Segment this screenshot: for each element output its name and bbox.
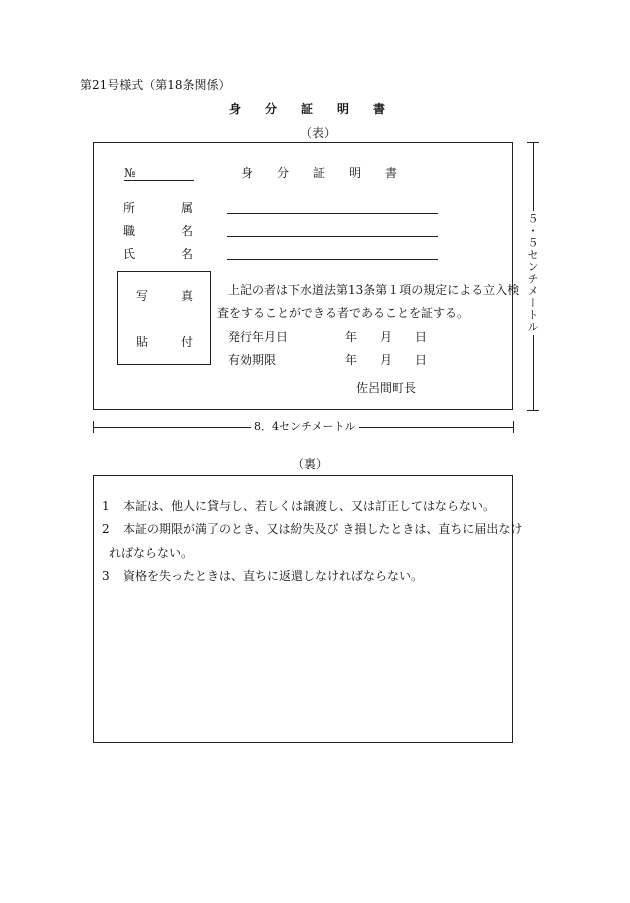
- document-title: 身 分 証 明 書: [229, 102, 386, 116]
- height-dim-tick-bottom: [527, 410, 539, 411]
- field-label-name-b: 名: [181, 247, 194, 261]
- issue-date-label: 発行年月日: [228, 330, 289, 344]
- height-dim-label: ５・５センチメートル: [526, 213, 539, 333]
- photo-text-1: 写: [136, 289, 149, 303]
- rule-3-text: 資格を失ったときは、直ちに返還しなければならない。: [123, 569, 424, 583]
- photo-text-2: 真: [181, 289, 194, 303]
- issue-year: 年: [345, 330, 358, 344]
- photo-text-4: 付: [181, 335, 194, 349]
- field-label-title-a: 職: [123, 224, 136, 238]
- affiliation-line: [227, 213, 438, 214]
- title-line: [227, 236, 438, 237]
- number-label: №: [124, 166, 136, 180]
- field-label-affiliation-b: 属: [181, 201, 194, 215]
- expiry-month: 月: [380, 353, 393, 367]
- field-label-name-a: 氏: [123, 247, 136, 261]
- rule-2-number: 2: [102, 522, 110, 536]
- back-card: [93, 475, 523, 743]
- issuer: 佐呂間町長: [356, 381, 417, 395]
- rule-3-number: 3: [102, 569, 110, 583]
- name-line: [227, 259, 438, 260]
- expiry-day: 日: [415, 353, 428, 367]
- rule-1-text: 本証は、他人に貸与し、若しくは譲渡し、又は訂正してはならない。: [123, 499, 496, 513]
- rule-1-number: 1: [102, 499, 110, 513]
- rule-2-text-cont: ればならない。: [109, 546, 194, 560]
- issue-month: 月: [380, 330, 393, 344]
- statement-line-1: 上記の者は下水道法第13条第１項の規定による立入検: [228, 283, 520, 297]
- back-label: （裏）: [292, 457, 329, 471]
- statement-line-2: 査をすることができる者であることを証する。: [217, 306, 470, 320]
- expiry-label: 有効期限: [228, 353, 277, 367]
- width-dim-tick-right: [513, 421, 514, 433]
- field-label-affiliation-a: 所: [123, 201, 136, 215]
- front-label: （表）: [300, 126, 337, 140]
- issue-day: 日: [415, 330, 428, 344]
- form-number: 第21号様式（第18条関係）: [80, 78, 231, 92]
- number-underline: [124, 180, 194, 181]
- field-label-title-b: 名: [181, 224, 194, 238]
- expiry-year: 年: [345, 353, 358, 367]
- photo-text-3: 貼: [136, 335, 149, 349]
- rule-2-text: 本証の期限が満了のとき、又は紛失及び き損したときは、直ちに届出なけ: [123, 522, 523, 536]
- width-dim-label: 8．4センチメートル: [251, 420, 359, 433]
- photo-box: [117, 271, 211, 365]
- front-card: [93, 142, 520, 410]
- card-title: 身 分 証 明 書: [241, 166, 398, 180]
